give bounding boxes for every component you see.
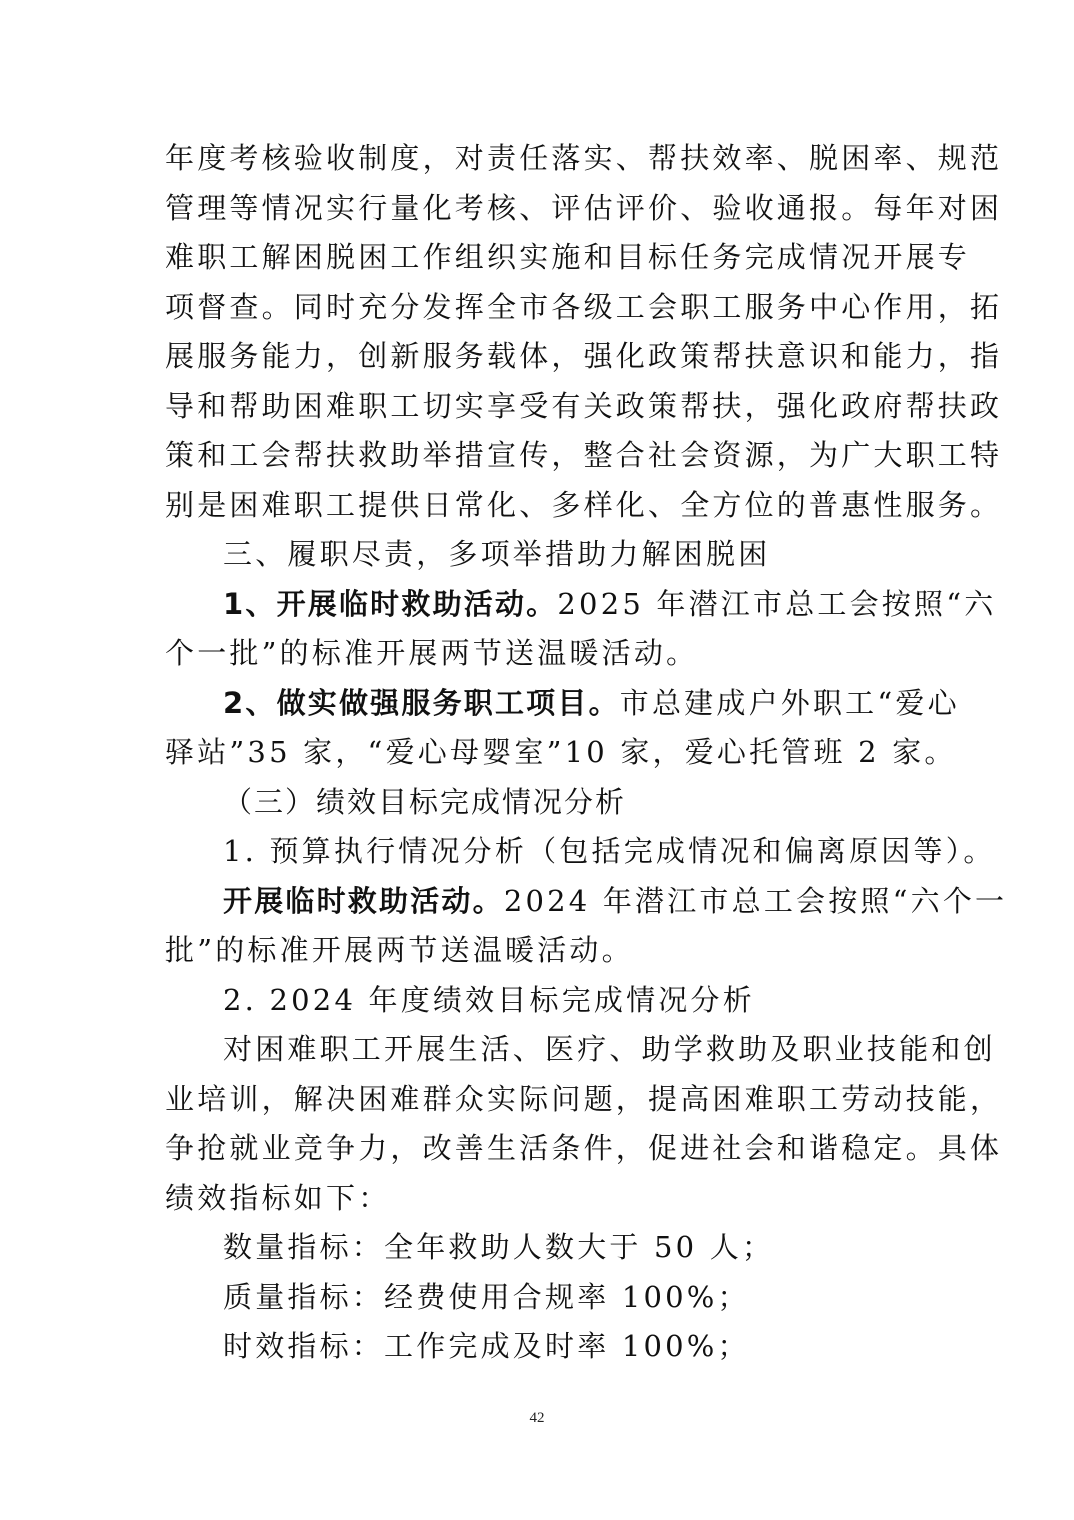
paragraph-line: 年度考核验收制度，对责任落实、帮扶效率、脱困率、规范	[165, 141, 1003, 175]
performance-line: 争抢就业竞争力，改善生活条件，促进社会和谐稳定。具体	[165, 1131, 1003, 1165]
item-1-text: 2025 年潜江市总工会按照“六	[557, 586, 997, 621]
performance-line: 业培训，解决困难群众实际问题，提高困难职工劳动技能，	[165, 1081, 1003, 1116]
item-1-first-line	[165, 580, 997, 630]
indicator-quality: 质量指标：经费使用合规率 100%；	[223, 1279, 750, 1314]
activity-first-line	[165, 877, 1008, 927]
item-2-text: 市总建成户外职工“爱心	[619, 685, 960, 720]
document-body	[165, 134, 1008, 1372]
activity-text: 2024 年潜江市总工会按照“六个一	[503, 883, 1008, 918]
budget-analysis-title: 1. 预算执行情况分析（包括完成情况和偏离原因等）。	[223, 834, 996, 868]
paragraph-line: 策和工会帮扶救助举措宣传，整合社会资源，为广大职工特	[165, 438, 1003, 472]
paragraph-line: 别是困难职工提供日常化、多样化、全方位的普惠性服务。	[165, 487, 1003, 522]
indicator-timeliness: 时效指标：工作完成及时率 100%；	[223, 1329, 750, 1363]
performance-line: 绩效指标如下：	[165, 1180, 391, 1215]
indicator-quantity: 数量指标：全年救助人数大于 50 人；	[223, 1230, 775, 1264]
section-three-title: 三、履职尽责，多项举措助力解困脱困	[223, 537, 771, 571]
paragraph-line: 项督查。同时充分发挥全市各级工会职工服务中心作用，拓	[165, 289, 1003, 324]
page-number: 42	[529, 1410, 545, 1426]
subsection-title: （三）绩效目标完成情况分析	[223, 784, 627, 819]
paragraph-line: 难职工解困脱困工作组织实施和目标任务完成情况开展专	[165, 240, 971, 274]
paragraph-line: 管理等情况实行量化考核、评估评价、验收通报。每年对困	[165, 190, 1003, 225]
item-1-second-line: 个一批”的标准开展两节送温暖活动。	[165, 636, 699, 670]
item-2-first-line	[165, 679, 960, 729]
item-2-heading: 2、做实做强服务职工项目。	[223, 685, 620, 720]
paragraph-line: 导和帮助困难职工切实享受有关政策帮扶，强化政府帮扶政	[165, 388, 1003, 423]
activity-second-line: 批”的标准开展两节送温暖活动。	[165, 933, 634, 967]
item-2-second-line: 驿站”35 家，“爱心母婴室”10 家，爱心托管班 2 家。	[165, 735, 957, 769]
item-1-heading: 1、开展临时救助活动。	[223, 586, 558, 621]
activity-heading: 开展临时救助活动。	[223, 883, 504, 918]
performance-analysis-title: 2. 2024 年度绩效目标完成情况分析	[223, 982, 755, 1017]
performance-line: 对困难职工开展生活、医疗、助学救助及职业技能和创	[223, 1032, 996, 1066]
paragraph-line: 展服务能力，创新服务载体，强化政策帮扶意识和能力，指	[165, 339, 1003, 373]
